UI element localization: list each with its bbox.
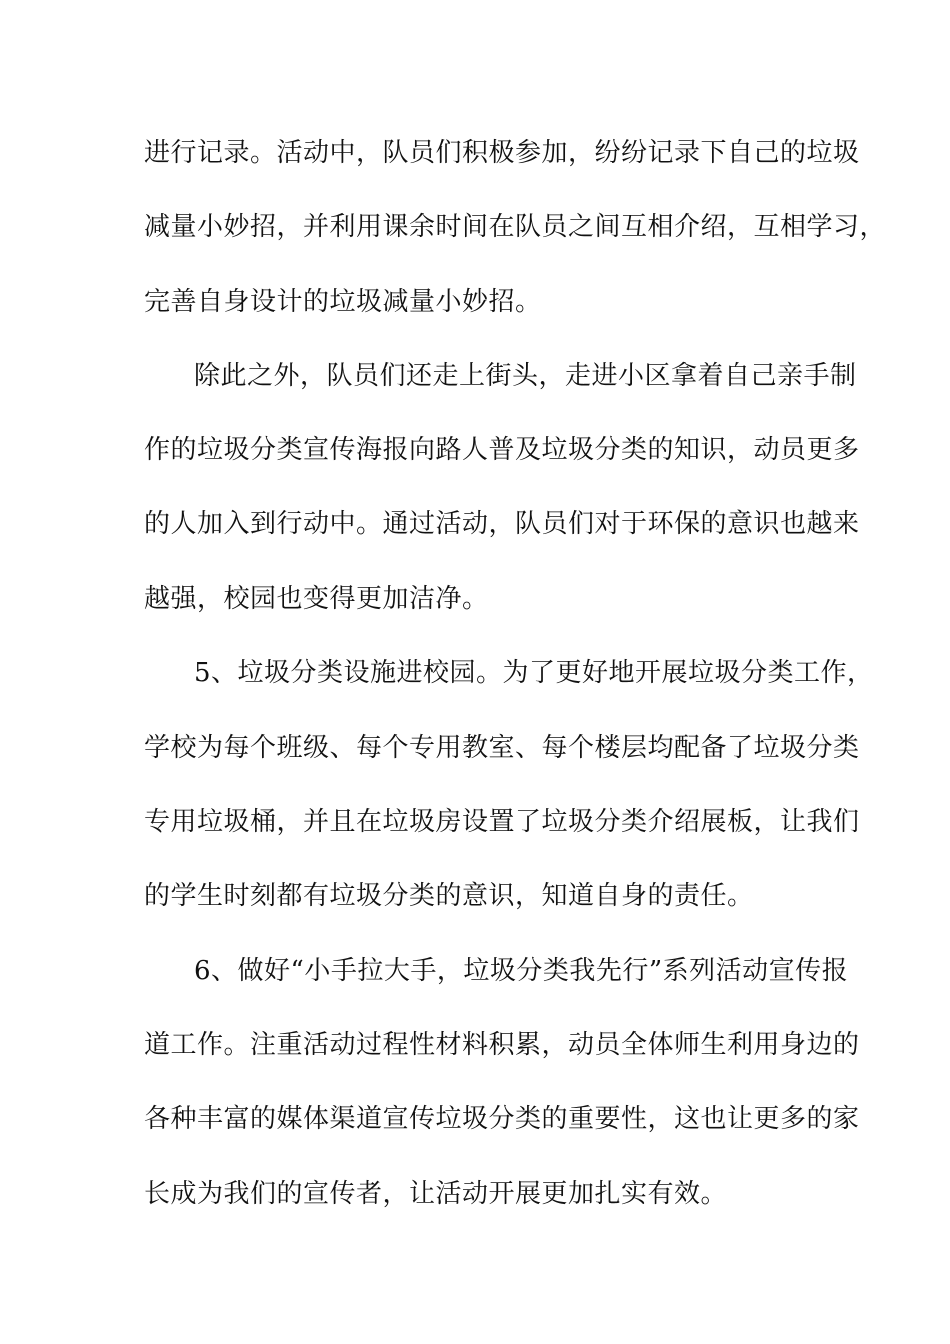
text-line: 道工作。注重活动过程性材料积累，动员全体师生利用身边的 <box>144 1030 860 1060</box>
text-line: 学校为每个班级、每个专用教室、每个楼层均配备了垃圾分类 <box>144 733 860 763</box>
paragraph-start-line: 5、垃圾分类设施进校园。为了更好地开展垃圾分类工作， <box>194 658 874 688</box>
text-line: 的人加入到行动中。通过活动，队员们对于环保的意识也越来 <box>144 509 860 539</box>
text-line: 各种丰富的媒体渠道宣传垃圾分类的重要性，这也让更多的家 <box>144 1104 860 1134</box>
text-line: 越强，校园也变得更加洁净。 <box>144 584 489 614</box>
text-line: 作的垃圾分类宣传海报向路人普及垃圾分类的知识，动员更多 <box>144 435 860 465</box>
text-line: 长成为我们的宣传者，让活动开展更加扎实有效。 <box>144 1179 728 1209</box>
text-line: 进行记录。活动中，队员们积极参加，纷纷记录下自己的垃圾 <box>144 138 860 168</box>
text-line: 完善自身设计的垃圾减量小妙招。 <box>144 287 542 317</box>
paragraph-start-line: 6、做好“小手拉大手，垃圾分类我先行”系列活动宣传报 <box>194 956 849 986</box>
text-line: 专用垃圾桶，并且在垃圾房设置了垃圾分类介绍展板，让我们 <box>144 807 860 837</box>
text-line: 减量小妙招，并利用课余时间在队员之间互相介绍，互相学习， <box>144 212 887 242</box>
paragraph-start-line: 除此之外，队员们还走上街头，走进小区拿着自己亲手制 <box>194 361 857 391</box>
text-line: 的学生时刻都有垃圾分类的意识，知道自身的责任。 <box>144 881 754 911</box>
